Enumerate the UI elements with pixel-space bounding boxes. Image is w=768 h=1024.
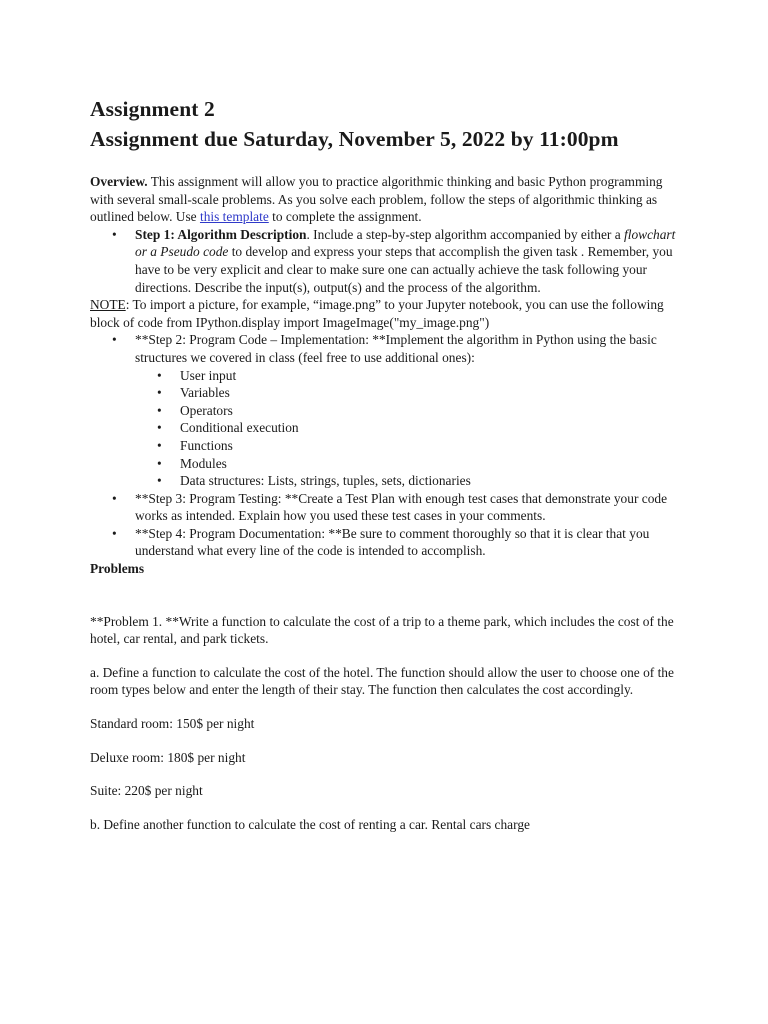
assignment-title — [90, 94, 680, 154]
structure-item: • Conditional execution — [135, 419, 680, 437]
step-1-text-end: to develop and express your steps that accomplish the given task . Remember, you have to be very explicit and clear to make sure one can actually achieve the task following your directions. Describe the input(s), output(s) and the process of the algorithm. — [135, 244, 673, 295]
step-1-label: Step 1: Algorithm Description — [135, 226, 307, 242]
part-b-paragraph: b. Define another function to calculate the cost of renting a car. Rental cars charge — [90, 816, 530, 832]
part-a-paragraph: a. Define a function to calculate the cost of the hotel. The function should allow the user to choose one of the room types below and enter the length of their stay. The function then calculates the cost accordingly. — [90, 664, 674, 698]
step-2-item — [90, 331, 680, 489]
document-page — [90, 94, 680, 833]
note-paragraph — [90, 296, 680, 331]
steps-list-1 — [90, 226, 680, 296]
room-standard: Standard room: 150$ per night — [90, 716, 255, 732]
problems-heading: Problems — [90, 561, 145, 577]
step-1-item — [90, 226, 680, 296]
note-label: NOTE — [90, 297, 126, 313]
structure-item: • Variables — [135, 384, 680, 402]
overview-paragraph — [90, 173, 680, 226]
structure-item: • User input — [135, 367, 680, 385]
overview-label: Overview. — [90, 174, 148, 189]
structure-item: • Functions — [135, 437, 680, 455]
title-line-1: Assignment 2 — [90, 97, 215, 121]
structure-item: • Data structures: Lists, strings, tuples, sets, dictionaries — [135, 472, 680, 490]
room-deluxe: Deluxe room: 180$ per night — [90, 749, 246, 765]
steps-list-2 — [90, 331, 680, 560]
structure-item: • Modules — [135, 455, 680, 473]
step-2-text: **Step 2: Program Code – Implementation: **Implement the algorithm in Python using the basic structures we covered in class (feel free to use additional ones): — [135, 332, 657, 365]
overview-text: This assignment will allow you to practice algorithmic thinking and basic Python programming with several small-scale problems. As you solve each problem, follow the steps of algorithmic thinking as outlined below. Use — [90, 174, 663, 225]
step-1-text: . Include a step-by-step algorithm accompanied by either a — [306, 226, 625, 242]
step-4-item: • **Step 4: Program Documentation: **Be sure to comment thoroughly so that it is clear that you understand what every line of the code is intended to accomplish. — [90, 525, 680, 560]
template-link[interactable]: this template — [199, 209, 269, 225]
note-text: : To import a picture, for example, “image.png” to your Jupyter notebook, you can use the following block of code from IPython.display import ImageImage("my_image.png") — [90, 297, 664, 330]
room-suite: Suite: 220$ per night — [90, 783, 203, 799]
title-line-2: Assignment due Saturday, November 5, 2022 by 11:00pm — [90, 127, 619, 151]
problem-1-paragraph: **Problem 1. **Write a function to calculate the cost of a trip to a theme park, which includes the cost of the hotel, car rental, and park tickets. — [90, 613, 674, 647]
step-3-item: • **Step 3: Program Testing: **Create a Test Plan with enough test cases that demonstrate your code works as intended. Explain how you used these test cases in your comments. — [90, 490, 680, 525]
overview-text-end: to complete the assignment. — [268, 209, 422, 225]
structure-item: • Operators — [135, 402, 680, 420]
step-1-italic: flowchart or a Pseudo code — [135, 226, 676, 260]
structures-list — [135, 367, 680, 490]
